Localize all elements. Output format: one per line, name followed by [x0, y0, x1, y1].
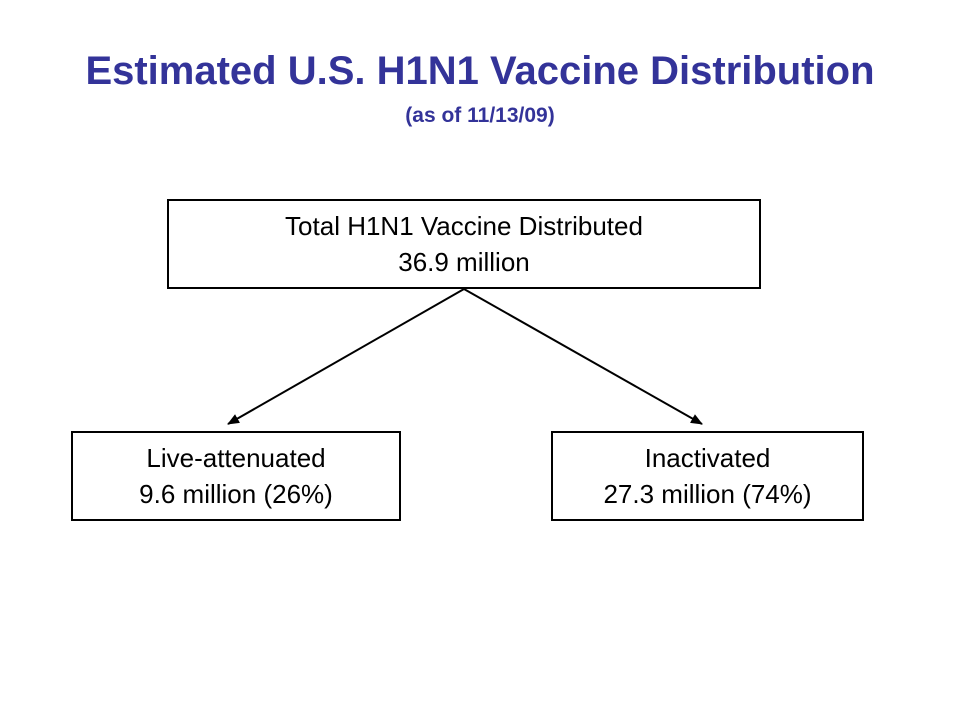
inactivated-box — [551, 431, 864, 521]
total-distributed-box — [167, 199, 761, 289]
inactivated-value: 27.3 million (74%) — [603, 479, 812, 509]
live-attenuated-box — [71, 431, 401, 521]
total-distributed-label: Total H1N1 Vaccine Distributed — [285, 211, 643, 241]
total-distributed-value: 36.9 million — [398, 247, 530, 277]
live-attenuated-label: Live-attenuated — [146, 443, 326, 473]
inactivated-label: Inactivated — [644, 443, 771, 473]
arrow-to-inactivated — [464, 289, 702, 424]
slide-subtitle: (as of 11/13/09) — [405, 104, 555, 127]
slide-title: Estimated U.S. H1N1 Vaccine Distribution — [85, 49, 875, 93]
live-attenuated-value: 9.6 million (26%) — [139, 479, 333, 509]
arrow-to-live-attenuated — [228, 289, 464, 424]
